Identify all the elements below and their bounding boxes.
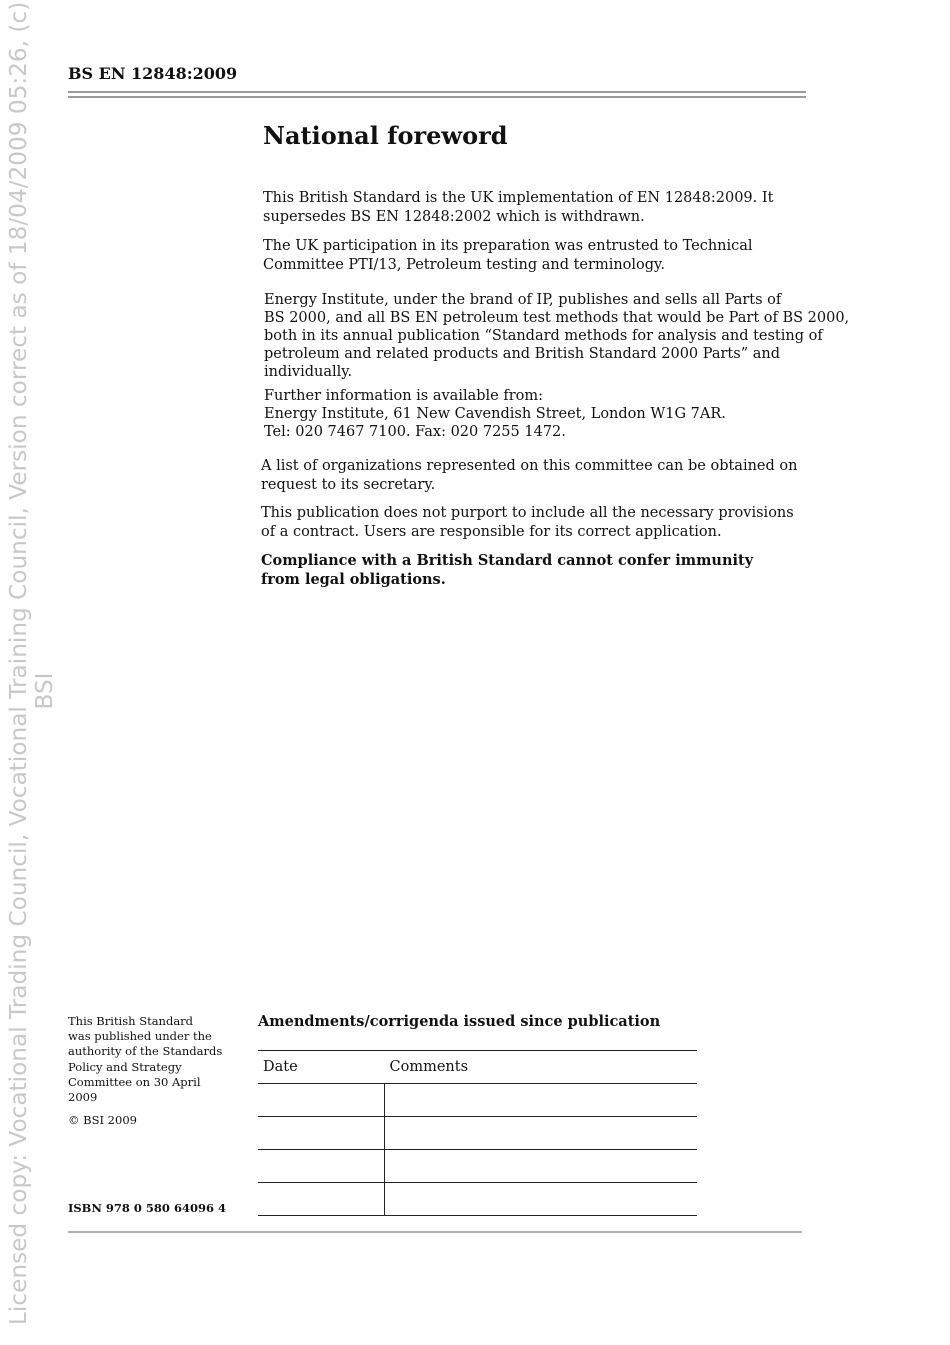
publication-note: This British Standard was published under the authority of the Standards Policy and Strategy Committee on 30 April 2009 bbox=[68, 1014, 223, 1105]
paragraph-disclaimer: This publication does not purport to include all the necessary provisions of a contract. Users are responsible for its correct application. bbox=[261, 505, 794, 540]
table-header-row bbox=[258, 1051, 697, 1084]
amendments-table bbox=[258, 1050, 697, 1216]
comments-cell bbox=[385, 1084, 698, 1117]
table-row bbox=[258, 1084, 697, 1117]
watermark-line-2: BSI bbox=[31, 672, 58, 710]
paragraph-energy-institute: Energy Institute, under the brand of IP, publishes and sells all Parts of BS 2000, and all BS EN petroleum test methods that would be Part of BS 2000, both in its annual publication “Standard methods for analysis and testing of petroleum and related products and British Standard 2000 Parts” and individually. bbox=[264, 292, 850, 380]
table-row bbox=[258, 1150, 697, 1183]
paragraph-participation: The UK participation in its preparation was entrusted to Technical Committee PTI/13, Petroleum testing and terminology. bbox=[263, 238, 753, 273]
date-cell bbox=[258, 1117, 385, 1150]
copyright-notice: © BSI 2009 bbox=[68, 1113, 137, 1127]
table-row bbox=[258, 1183, 697, 1216]
column-header-date: Date bbox=[258, 1051, 385, 1084]
date-cell bbox=[258, 1183, 385, 1216]
watermark-line-1: Licensed copy: Vocational Trading Council, Vocational Training Council, Version correct as of 18/04/2009 05:26, (c) bbox=[5, 1, 32, 1325]
comments-cell bbox=[385, 1150, 698, 1183]
paragraph-contact-info: Further information is available from: Energy Institute, 61 New Cavendish Street, London W1G 7AR. Tel: 020 7467 7100. Fax: 020 7255 1472. bbox=[264, 388, 726, 440]
document-id: BS EN 12848:2009 bbox=[68, 64, 238, 83]
comments-cell bbox=[385, 1117, 698, 1150]
isbn: ISBN 978 0 580 64096 4 bbox=[68, 1201, 226, 1215]
date-cell bbox=[258, 1150, 385, 1183]
paragraph-committee-list: A list of organizations represented on this committee can be obtained on request to its secretary. bbox=[261, 458, 798, 493]
column-header-comments: Comments bbox=[385, 1051, 698, 1084]
comments-cell bbox=[385, 1183, 698, 1216]
paragraph-compliance: Compliance with a British Standard cannot confer immunity from legal obligations. bbox=[261, 552, 754, 588]
header-rule bbox=[68, 91, 806, 99]
amendments-title: Amendments/corrigenda issued since publication bbox=[258, 1013, 661, 1030]
license-watermark bbox=[0, 0, 60, 1345]
footer-rule bbox=[68, 1231, 802, 1233]
paragraph-implementation: This British Standard is the UK implementation of EN 12848:2009. It supersedes BS EN 12848:2002 which is withdrawn. bbox=[263, 190, 774, 225]
page-title: National foreword bbox=[263, 121, 508, 150]
table-row bbox=[258, 1117, 697, 1150]
date-cell bbox=[258, 1084, 385, 1117]
